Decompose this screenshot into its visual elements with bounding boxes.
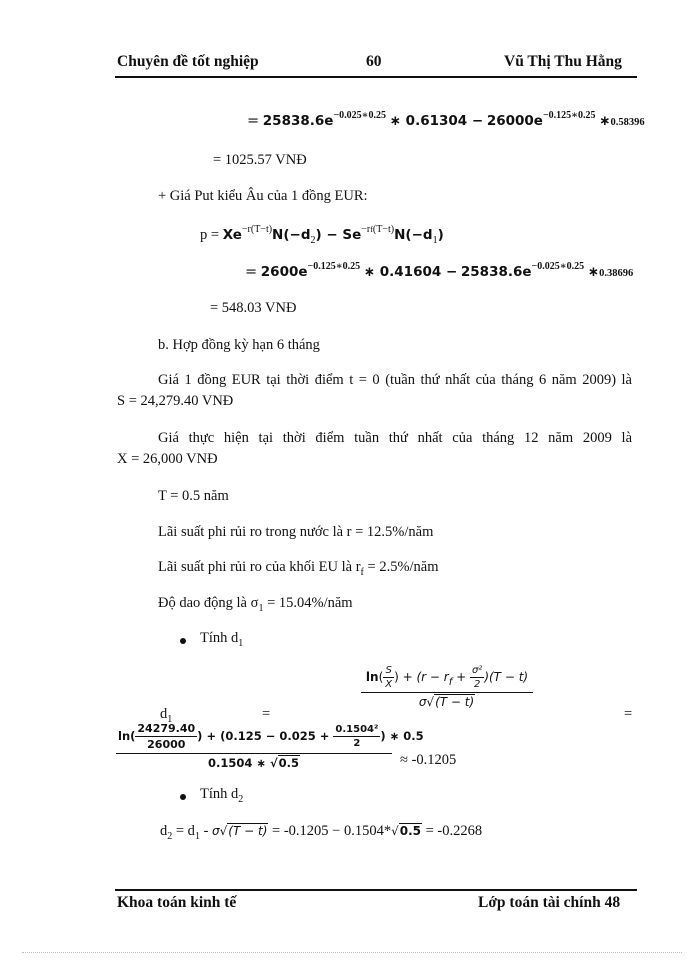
volatility-line: Độ dao động là $\sigma_1$ = 15.04%/năm <box>158 595 353 614</box>
call-calc-line: = $25838.6e^{-0.025∗0.25}$ ∗ $0.61304 - 26000e^{-0.125∗0.25}$ ∗0.58396 <box>247 110 645 129</box>
call-result: = 1025.57 VNĐ <box>213 152 307 168</box>
section-b-title: b. Hợp đồng kỳ hạn 6 tháng <box>158 337 320 353</box>
put-heading: + Giá Put kiểu Âu của 1 đồng EUR: <box>158 188 368 204</box>
maturity-line: T = 0.5 năm <box>158 488 229 504</box>
footer-left: Khoa toán kinh tế <box>117 894 237 911</box>
page-bottom-dotted-line <box>22 952 682 953</box>
footer-right: Lớp toán tài chính 48 <box>478 894 621 911</box>
footer-rule <box>115 889 637 891</box>
put-result: = 548.03 VNĐ <box>210 300 297 316</box>
page-number: 60 <box>366 53 382 70</box>
header-right: Vũ Thị Thu Hằng <box>504 53 622 70</box>
d2-formula: $d_2 = d_1 - \sigma√(T - t) = -0.1205 - 0.1504*√0.5 = -0.2268$ <box>160 823 483 842</box>
strike-price-line1: Giá thực hiện tại thời điểm tuần thứ nhất của tháng 12 năm 2009 là <box>158 430 632 446</box>
strike-price-line2: X = 26,000 VNĐ <box>117 451 218 467</box>
d1-lhs: $d_1$ <box>160 706 173 725</box>
spot-price-line2: S = 24,279.40 VNĐ <box>117 393 234 409</box>
d1-general-fraction: ln( $\frac{S}{X}$ ) + ($r - r_f$ + $\frac{\text{σ²}}{2}$ )(T − t) σ√(T − t) <box>361 665 533 709</box>
d1-bullet-label: Tính $d_1$ <box>200 630 244 649</box>
spot-price-line1: Giá 1 đồng EUR tại thời điểm t = 0 (tuần thứ nhất của tháng 6 năm 2009) là <box>158 372 632 388</box>
bullet-icon <box>180 794 186 800</box>
d1-eq2: = <box>624 706 633 722</box>
d1-numeric-fraction: ln( $\frac{24279.40}{26000}$ ) + (0.125 − 0.025 + $\frac{\text{0.1504²}}{2}$ ) ∗ 0.5 0.1504 ∗ √0.5 <box>118 722 424 770</box>
d1-approx: ≈ -0.1205 <box>400 752 457 768</box>
header-rule <box>115 76 637 78</box>
header-left: Chuyên đề tốt nghiệp <box>117 53 259 70</box>
d2-bullet-label: Tính $d_2$ <box>200 786 244 805</box>
d1-eq1: = <box>262 706 271 722</box>
put-calc-line: = $2600e^{-0.125∗0.25}$ ∗ $0.41604 - 25838.6e^{-0.025∗0.25}$ ∗0.38696 <box>245 261 634 280</box>
foreign-rate-line: Lãi suất phi rủi ro của khối EU là $r_f$ = 2.5%/năm <box>158 559 439 578</box>
bullet-icon <box>180 638 186 644</box>
put-formula: $p = Xe^{-r(T-t)}N(-d_2) - Se^{-rf(T-t)}N(-d_1)$ <box>200 224 444 246</box>
domestic-rate-line: Lãi suất phi rủi ro trong nước là r = 12.5%/năm <box>158 524 434 540</box>
